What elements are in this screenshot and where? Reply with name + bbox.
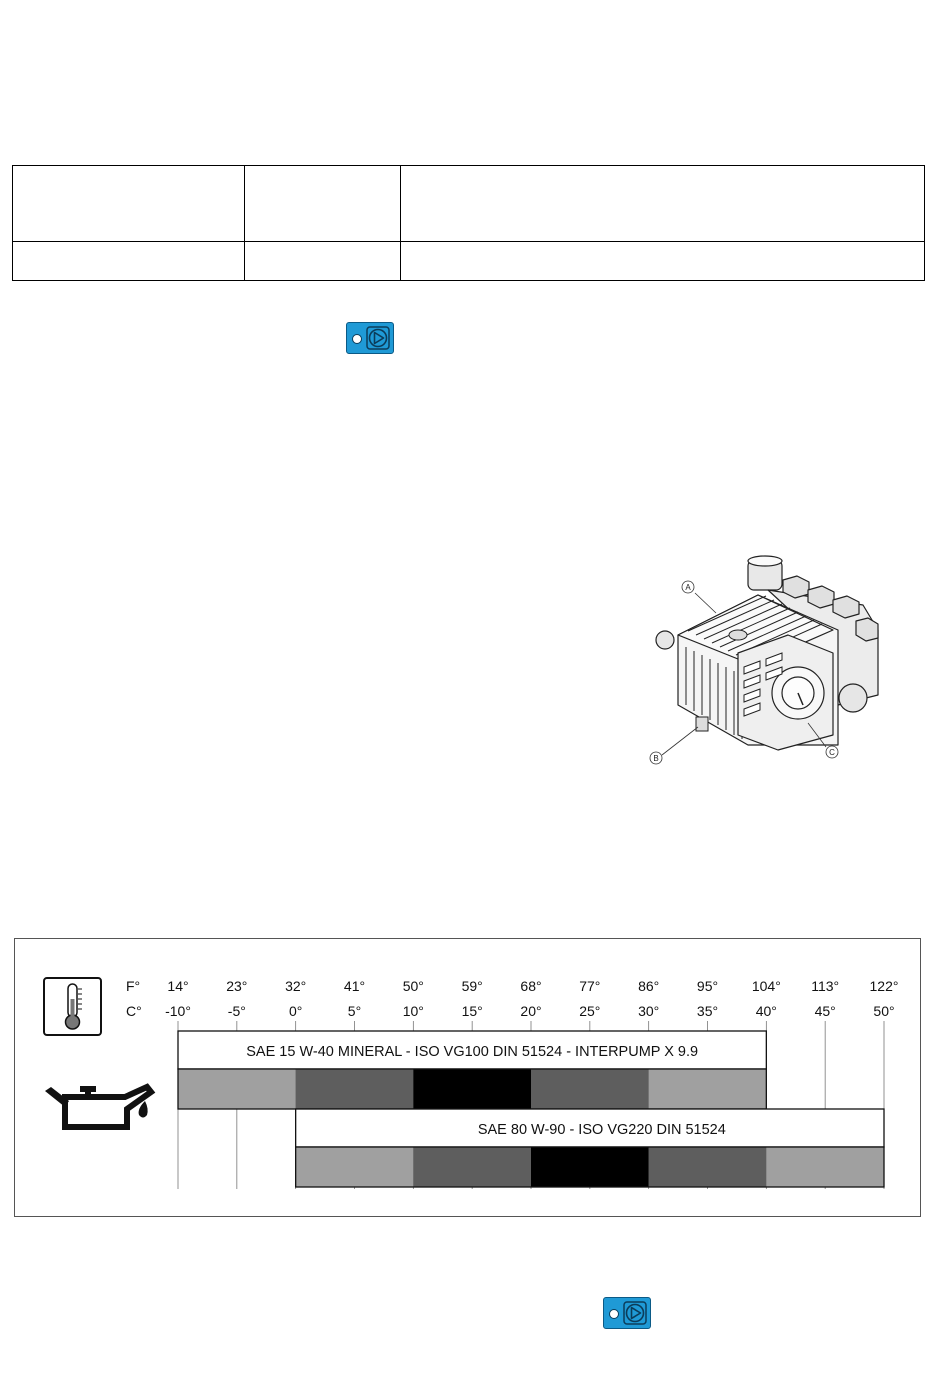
celsius-tick-label: 10°	[402, 1003, 424, 1019]
celsius-tick-label: 50°	[873, 1003, 895, 1019]
fahrenheit-tick-label: 77°	[579, 978, 601, 994]
oil-band-label: SAE 80 W-90 - ISO VG220 DIN 51524	[477, 1122, 726, 1138]
thermometer-icon	[44, 978, 101, 1035]
pump-mode-icon	[603, 1297, 651, 1329]
table-cell	[245, 166, 401, 242]
fahrenheit-tick-label: 41°	[343, 978, 366, 994]
fahrenheit-tick-label: 104°	[751, 978, 781, 994]
pump-motor-icon	[366, 326, 390, 350]
celsius-tick-label: 35°	[696, 1003, 719, 1019]
spec-table	[12, 165, 925, 281]
oil-band-segment	[766, 1147, 884, 1187]
oil-viscosity-chart	[14, 938, 921, 1217]
celsius-tick-label: 25°	[579, 1003, 601, 1019]
oil-band-segment	[413, 1069, 531, 1109]
celsius-tick-label: 15°	[461, 1003, 483, 1019]
fahrenheit-tick-label: 14°	[167, 978, 189, 994]
celsius-tick-label: -10°	[165, 1003, 191, 1019]
fahrenheit-tick-label: 86°	[638, 978, 660, 994]
oil-can-icon	[45, 1086, 151, 1127]
indicator-dot-icon	[609, 1309, 619, 1319]
oil-band-segment	[296, 1069, 414, 1109]
fahrenheit-row-label: F°	[126, 978, 141, 994]
celsius-tick-label: 30°	[638, 1003, 660, 1019]
pump-illustration	[638, 555, 888, 770]
table-cell	[13, 242, 245, 281]
table-cell	[401, 242, 925, 281]
callout-label: B	[653, 754, 659, 763]
oil-band-label: SAE 15 W-40 MINERAL - ISO VG100 DIN 51524 - INTERPUMP X 9.9	[246, 1044, 699, 1060]
oil-band-segment	[413, 1147, 531, 1187]
fahrenheit-tick-label: 68°	[520, 978, 542, 994]
pump-mode-icon	[346, 322, 394, 354]
oil-chart-svg	[15, 939, 922, 1218]
oil-band-segment	[531, 1069, 649, 1109]
oil-band-segment	[531, 1147, 649, 1187]
celsius-tick-label: 20°	[520, 1003, 542, 1019]
celsius-tick-label: 5°	[347, 1003, 362, 1019]
fahrenheit-tick-label: 113°	[811, 978, 840, 994]
celsius-tick-label: 45°	[814, 1003, 836, 1019]
fahrenheit-tick-label: 50°	[402, 978, 424, 994]
callout-label: C	[829, 748, 835, 757]
celsius-row-label: C°	[126, 1003, 142, 1019]
fahrenheit-tick-label: 95°	[696, 978, 719, 994]
celsius-tick-label: -5°	[227, 1003, 246, 1019]
table-cell	[401, 166, 925, 242]
indicator-dot-icon	[352, 334, 362, 344]
table-row	[13, 242, 925, 281]
callout-label: A	[685, 583, 691, 592]
fahrenheit-tick-label: 59°	[461, 978, 483, 994]
oil-band-segment	[296, 1147, 414, 1187]
fahrenheit-tick-label: 122°	[869, 978, 899, 994]
oil-band-segment	[649, 1147, 767, 1187]
oil-band-segment	[649, 1069, 767, 1109]
fahrenheit-tick-label: 23°	[226, 978, 248, 994]
pump-motor-icon	[623, 1301, 647, 1325]
table-cell	[13, 166, 245, 242]
fahrenheit-tick-label: 32°	[285, 978, 307, 994]
table-row	[13, 166, 925, 242]
oil-band-segment	[178, 1069, 296, 1109]
table-cell	[245, 242, 401, 281]
celsius-tick-label: 40°	[755, 1003, 777, 1019]
celsius-tick-label: 0°	[288, 1003, 303, 1019]
